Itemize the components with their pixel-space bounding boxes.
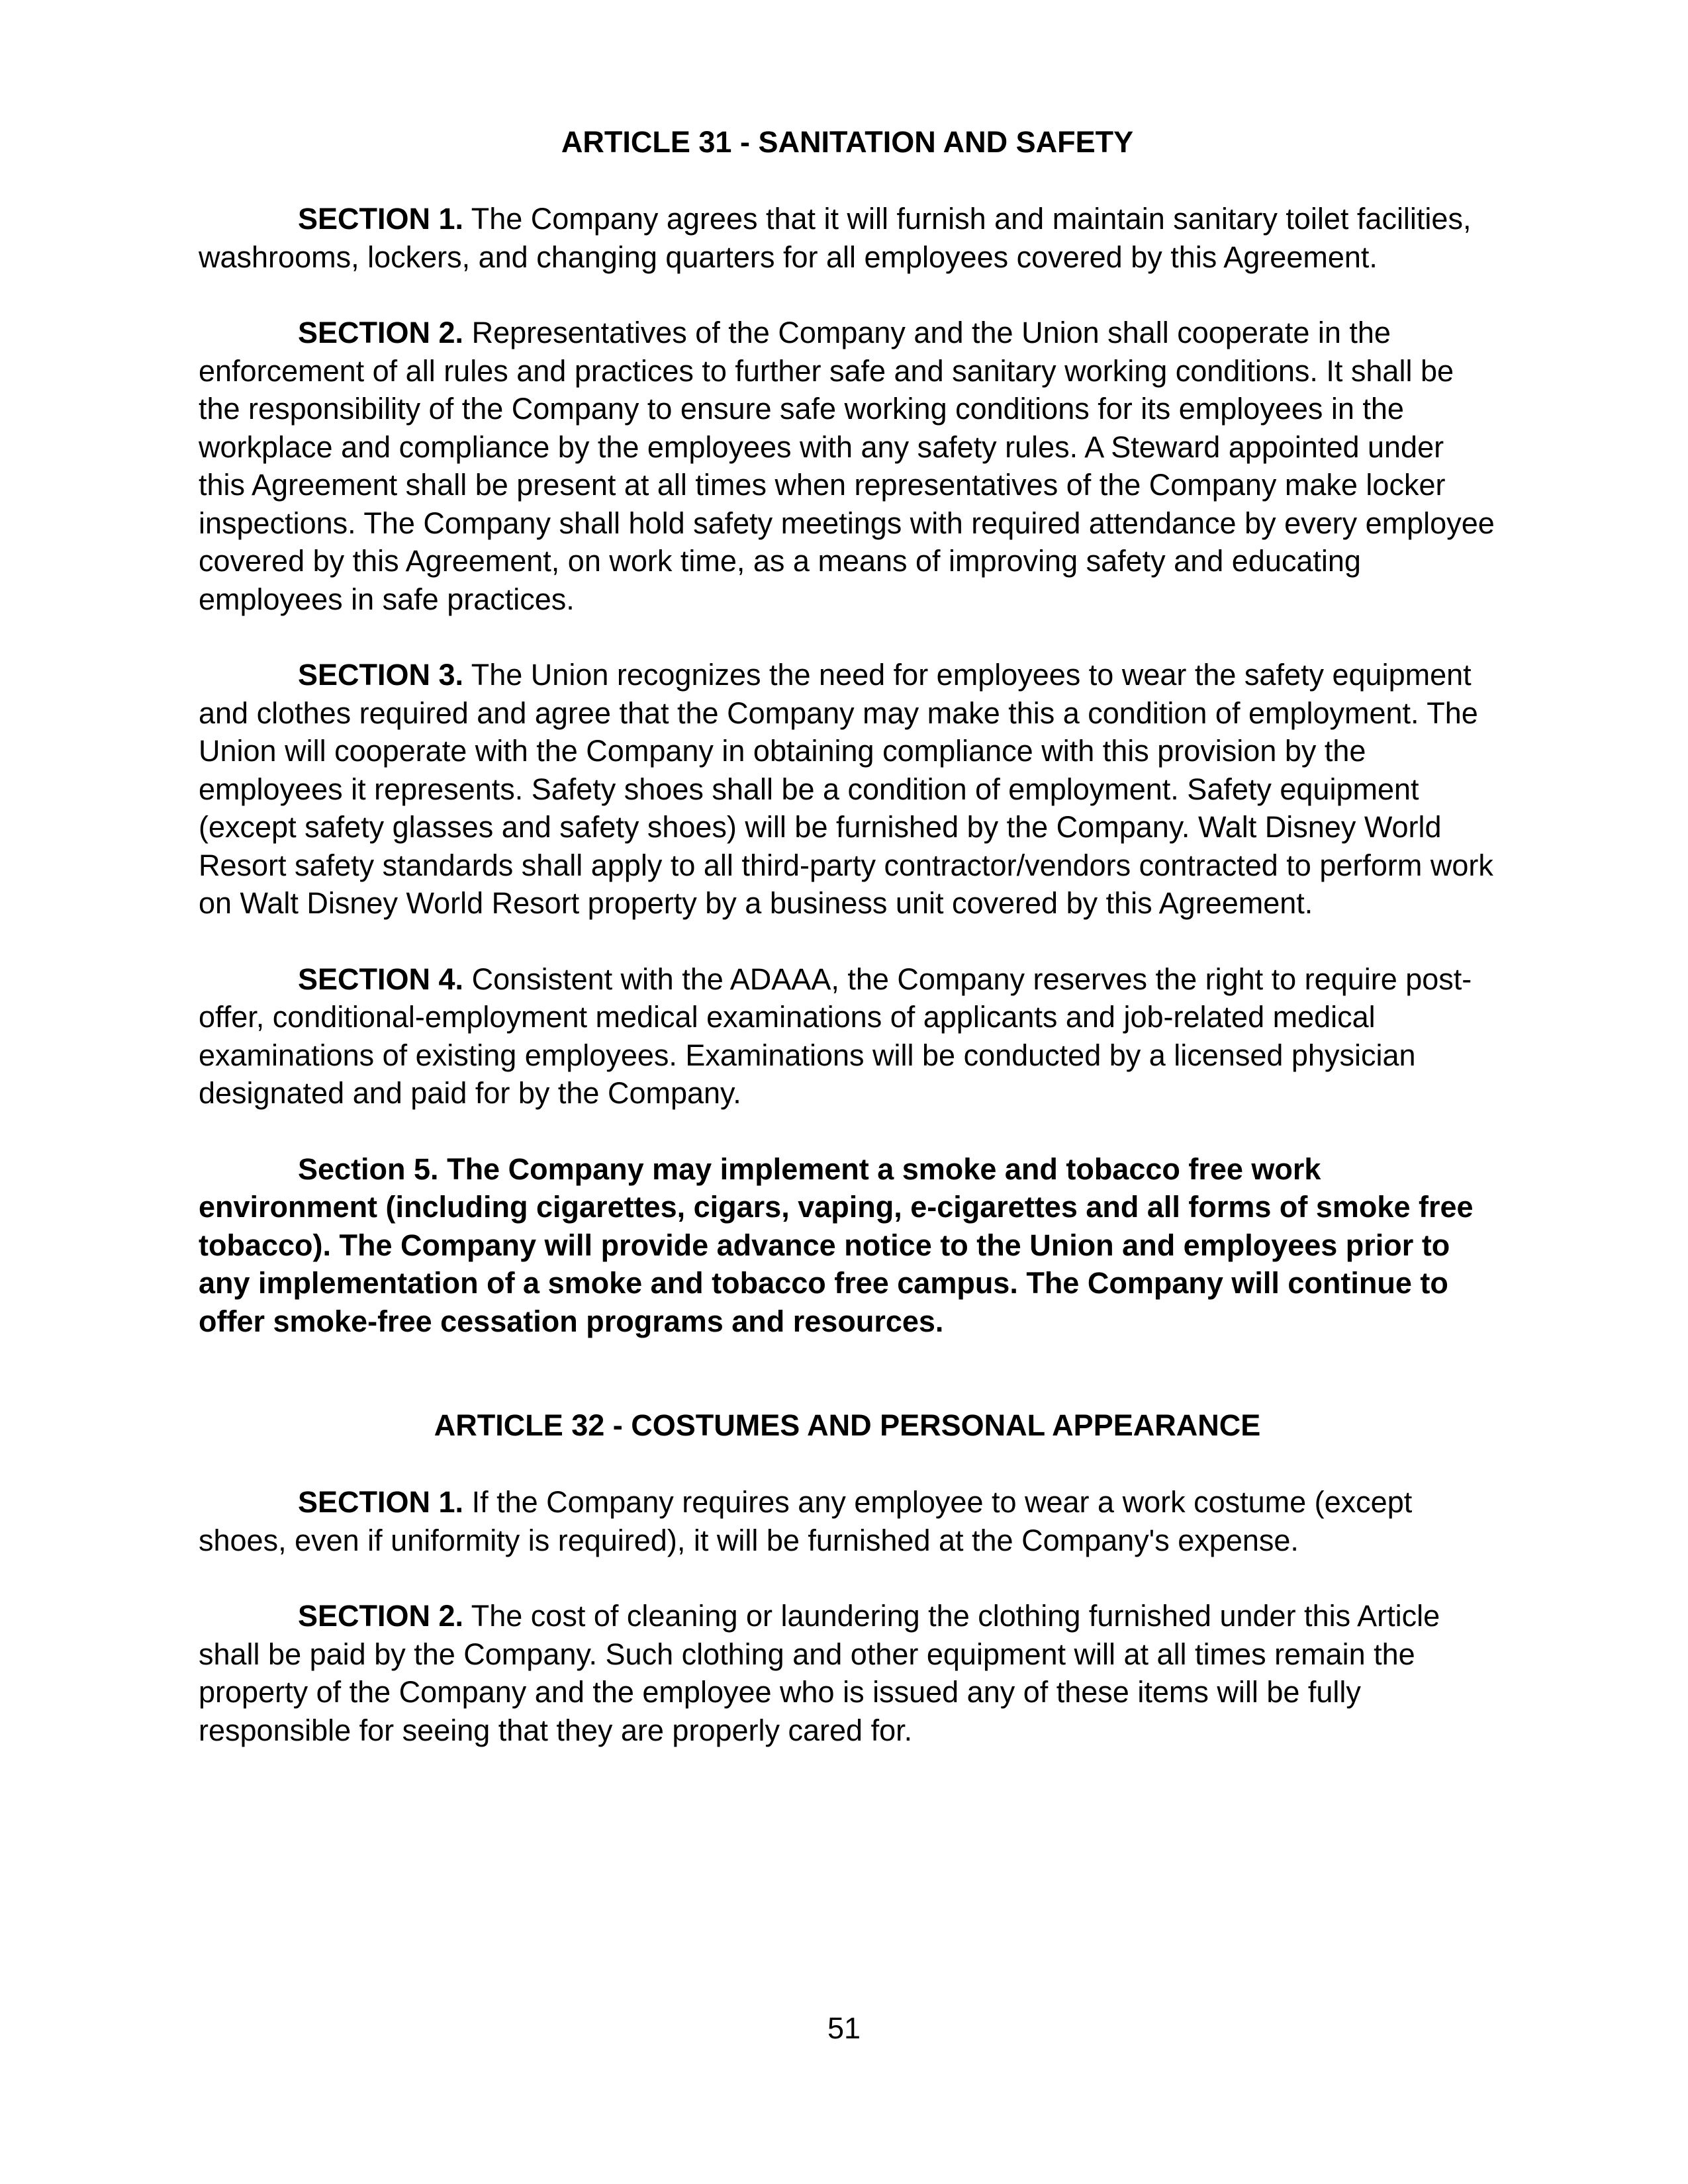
section-label: SECTION 4. xyxy=(298,962,464,996)
section-text: Representatives of the Company and the Union shall cooperate in the enforcement of all rules and practices to further safe and sanitary working conditions. It shall be the responsibility of the Company to ensure safe working conditions for its employees in the workplace and compliance by the employees with any safety rules. A Steward appointed under this Agreement shall be present at all times when representatives of the Company make locker inspections. The Company shall hold safety meetings with required attendance by every employee covered by this Agreement, on work time, as a means of improving safety and educating employees in safe practices. xyxy=(199,316,1495,616)
section-text: If the Company requires any employee to wear a work costume (except shoes, even if uniformity is required), it will be furnished at the Company's expense. xyxy=(199,1485,1413,1557)
section-text: Consistent with the ADAAA, the Company reserves the right to require post-offer, conditional-employment medical examinations of applicants and job-related medical examinations of existing employees. Examinations will be conducted by a licensed physician designated and paid for by the Company. xyxy=(199,962,1472,1110)
section-label: Section 5. xyxy=(298,1152,439,1186)
page-number: 51 xyxy=(827,2011,861,2045)
document-page xyxy=(199,123,1496,1749)
section-label: SECTION 1. xyxy=(298,1485,464,1519)
section-text: The cost of cleaning or laundering the clothing furnished under this Article shall be paid by the Company. Such clothing and other equipment will at all times remain the property of the Company and the employee who is issued any of these items will be fully responsible for seeing that they are properly cared for. xyxy=(199,1599,1440,1747)
article-32-section-1 xyxy=(199,1483,1496,1559)
article-31-section-3 xyxy=(199,656,1496,923)
article-31-section-5 xyxy=(199,1150,1496,1341)
article-32-section-2 xyxy=(199,1597,1496,1749)
article-31-section-2 xyxy=(199,314,1496,618)
article-31-section-4 xyxy=(199,960,1496,1113)
section-label: SECTION 1. xyxy=(298,202,464,236)
section-text: The Company may implement a smoke and tobacco free work environment (including cigarettes, cigars, vaping, e-cigarettes and all forms of smoke free tobacco). The Company will provide advance notice to the Union and employees prior to any implementation of a smoke and tobacco free campus. The Company will continue to offer smoke-free cessation programs and resources. xyxy=(199,1152,1474,1338)
article-31-section-1 xyxy=(199,200,1496,276)
section-text: The Company agrees that it will furnish and maintain sanitary toilet facilities, washrooms, lockers, and changing quarters for all employees covered by this Agreement. xyxy=(199,202,1472,274)
section-label: SECTION 2. xyxy=(298,1599,464,1633)
section-label: SECTION 3. xyxy=(298,658,464,692)
article-31-heading: ARTICLE 31 - SANITATION AND SAFETY xyxy=(561,125,1134,159)
article-32-heading: ARTICLE 32 - COSTUMES AND PERSONAL APPEARANCE xyxy=(434,1408,1261,1442)
section-text: The Union recognizes the need for employees to wear the safety equipment and clothes required and agree that the Company may make this a condition of employment. The Union will cooperate with the Company in obtaining compliance with this provision by the employees it represents. Safety shoes shall be a condition of employment. Safety equipment (except safety glasses and safety shoes) will be furnished by the Company. Walt Disney World Resort safety standards shall apply to all third-party contractor/vendors contracted to perform work on Walt Disney World Resort property by a business unit covered by this Agreement. xyxy=(199,658,1493,920)
section-label: SECTION 2. xyxy=(298,316,464,349)
